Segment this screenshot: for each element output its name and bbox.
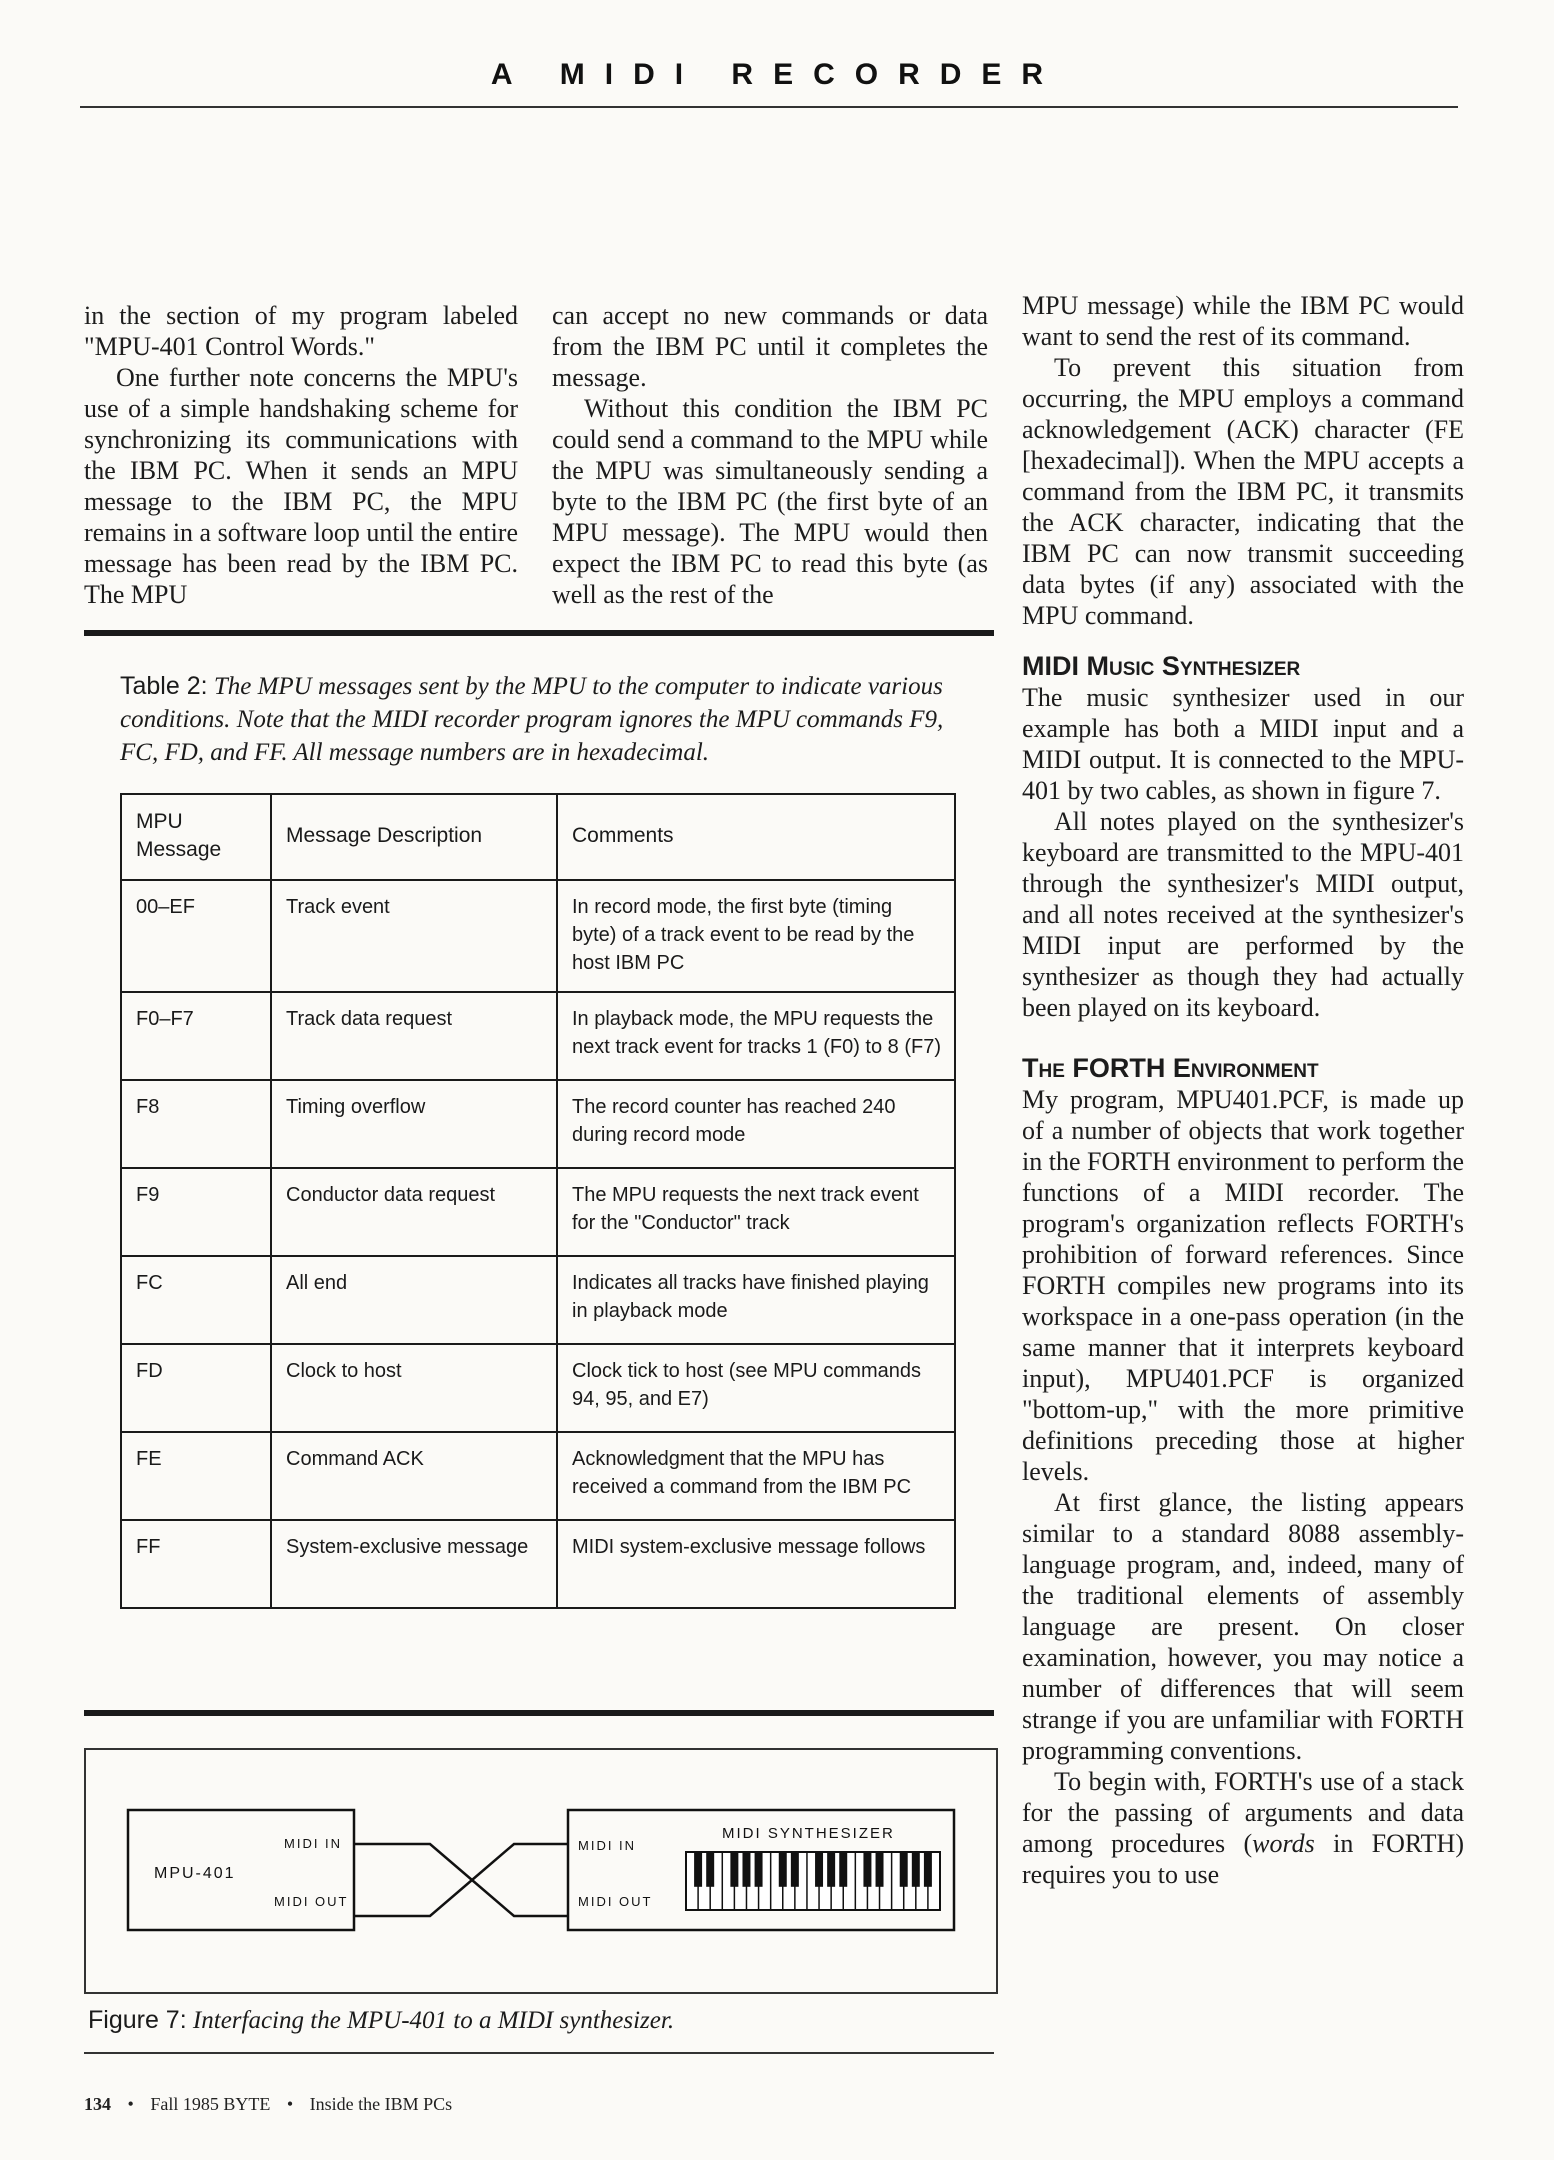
black-key [755,1852,763,1887]
black-key [791,1852,799,1887]
table-header-row [121,794,955,880]
synthesizer-keyboard [686,1852,940,1910]
header-rule [80,106,1458,108]
column-header: Message Description [271,794,557,880]
section-heading: MIDI Music Synthesizer [1022,651,1301,681]
table-cell: 00–EF [121,880,271,992]
black-key [742,1852,750,1887]
figure-rule [84,2052,994,2054]
table-row [121,1432,955,1520]
table-cell: F9 [121,1168,271,1256]
table-cell: All end [271,1256,557,1344]
paragraph: At first glance, the listing appears similar to a standard 8088 assembly-language program, and, indeed, many of the traditional elements of assembly language are present. On closer examination, however, you may notice a number of differences that will seem strange if you are unfamiliar with FORTH programming conventions. [1022,1488,1464,1765]
page-footer [84,2094,452,2115]
black-key [815,1852,823,1887]
page-number: 134 [84,2094,111,2114]
black-key [876,1852,884,1887]
table-row [121,880,955,992]
table-caption-text: The MPU messages sent by the MPU to the computer to indicate various conditions. Note that the MIDI recorder program ignores the MPU commands F9, FC, FD, and FF. All message numbers are in hexadecimal. [120,673,944,766]
table-cell: The record counter has reached 240 during record mode [557,1080,955,1168]
text-column-1 [84,300,518,610]
figure-caption-text: Interfacing the MPU-401 to a MIDI synthesizer. [192,2007,675,2034]
black-key [827,1852,835,1887]
black-key [863,1852,871,1887]
table-cell: Track event [271,880,557,992]
running-head: A MIDI RECORDER [490,58,1064,91]
bullet-separator: • [127,2094,134,2114]
black-key [900,1852,908,1887]
table-label: Table 2: [120,672,208,700]
mpu-messages-table [120,793,956,1609]
paragraph: My program, MPU401.PCF, is made up of a number of objects that work together in the FORTH environment to perform the functions of a MIDI recorder. The program's organization reflects FORTH's prohibition of forward references. Since FORTH compiles new programs into its workspace in a one-pass operation (in the same manner that it interprets keyboard input), MPU401.PCF is organized "bottom-up," with the more primitive definitions preceding those at higher levels. [1022,1085,1464,1486]
table-cell: Indicates all tracks have finished playing in playback mode [557,1256,955,1344]
table-row [121,1256,955,1344]
column-header: MPU Message [121,794,271,880]
table-cell: Acknowledgment that the MPU has received a command from the IBM PC [557,1432,955,1520]
text-column-3 [1022,290,1464,1890]
emphasis: words [1252,1829,1315,1858]
paragraph: MPU message) while the IBM PC would want to send the rest of its command. [1022,291,1464,351]
paragraph: One further note concerns the MPU's use of a simple handshaking scheme for synchronizing its communications with the IBM PC. When it sends an MPU message to the IBM PC, the MPU remains in a software loop until the entire message has been read by the IBM PC. The MPU [84,363,518,609]
synth-title-label: MIDI SYNTHESIZER [722,1825,895,1842]
table-caption [120,670,970,769]
bullet-separator: • [286,2094,294,2114]
cable-mpu-in [354,1844,568,1916]
table-cell: F0–F7 [121,992,271,1080]
table-cell: System-exclusive message [271,1520,557,1608]
table-cell: FD [121,1344,271,1432]
figure-7-box [84,1748,998,1994]
mpu-midi-in-label: MIDI IN [284,1836,343,1851]
table-cell: In playback mode, the MPU requests the next track event for tracks 1 (F0) to 8 (F7) [557,992,955,1080]
black-key [706,1852,714,1887]
table-cell: Conductor data request [271,1168,557,1256]
table-panel [84,630,994,1716]
table-cell: FF [121,1520,271,1608]
synth-midi-in-label: MIDI IN [578,1838,637,1853]
table-row [121,1344,955,1432]
text-column-2 [552,300,988,610]
panel-rule-bottom [84,1710,994,1716]
table-cell: MIDI system-exclusive message follows [557,1520,955,1608]
table-cell: FE [121,1432,271,1520]
paragraph: The music synthesizer used in our example has both a MIDI input and a MIDI output. It is connected to the MPU-401 by two cables, as shown in figure 7. [1022,683,1464,805]
table-row [121,1168,955,1256]
table-cell: Track data request [271,992,557,1080]
column-header: Comments [557,794,955,880]
paragraph: can accept no new commands or data from the IBM PC until it completes the message. [552,301,988,392]
table-cell: Clock to host [271,1344,557,1432]
black-key [839,1852,847,1887]
black-key [779,1852,787,1887]
mpu-401-label: MPU-401 [154,1865,236,1882]
paragraph: in the section of my program labeled "MPU-401 Control Words." [84,301,518,361]
table-row [121,1520,955,1608]
paragraph: Without this condition the IBM PC could send a command to the MPU while the MPU was simultaneously sending a byte to the IBM PC (the first byte of an MPU message). The MPU would then expect the IBM PC to read this byte (as well as the rest of the [552,394,988,609]
text-run: in FORTH) requires you to use [1022,1829,1464,1889]
paragraph: All notes played on the synthesizer's keyboard are transmitted to the MPU-401 through the synthesizer's MIDI output, and all notes received at the synthesizer's MIDI input are performed by the synthesizer as though they had actually been played on its keyboard. [1022,807,1464,1022]
table-cell: Clock tick to host (see MPU commands 94, 95, and E7) [557,1344,955,1432]
table-cell: Timing overflow [271,1080,557,1168]
section-heading: The FORTH Environment [1022,1053,1319,1083]
table-cell: Command ACK [271,1432,557,1520]
midi-connection-diagram [86,1750,996,1992]
black-key [730,1852,738,1887]
cable-mpu-out [354,1844,568,1916]
table-row [121,1080,955,1168]
panel-rule-top [84,630,994,636]
black-key [924,1852,932,1887]
black-key [912,1852,920,1887]
figure-label: Figure 7: [88,2006,187,2034]
black-key [694,1852,702,1887]
synth-midi-out-label: MIDI OUT [578,1894,653,1909]
paragraph [1022,1766,1464,1890]
table-cell: The MPU requests the next track event for the "Conductor" track [557,1168,955,1256]
table-cell: FC [121,1256,271,1344]
mpu-midi-out-label: MIDI OUT [274,1894,349,1909]
table-cell: In record mode, the first byte (timing byte) of a track event to be read by the host IBM PC [557,880,955,992]
text-run: To begin with, FORTH's use of a stack for the passing of arguments and data among procedures ( [1022,1767,1464,1858]
table-cell: F8 [121,1080,271,1168]
issue-title: Inside the IBM PCs [309,2094,453,2114]
paragraph: To prevent this situation from occurring, the MPU employs a command acknowledgement (ACK) character (FE [hexadecimal]). When the MPU accepts a command from the IBM PC, it transmits the ACK character, indicating that the IBM PC can now transmit succeeding data bytes (if any) associated with the MPU command. [1022,353,1464,630]
figure-caption [88,2004,674,2037]
issue-label: Fall 1985 BYTE [150,2094,271,2114]
table-row [121,992,955,1080]
